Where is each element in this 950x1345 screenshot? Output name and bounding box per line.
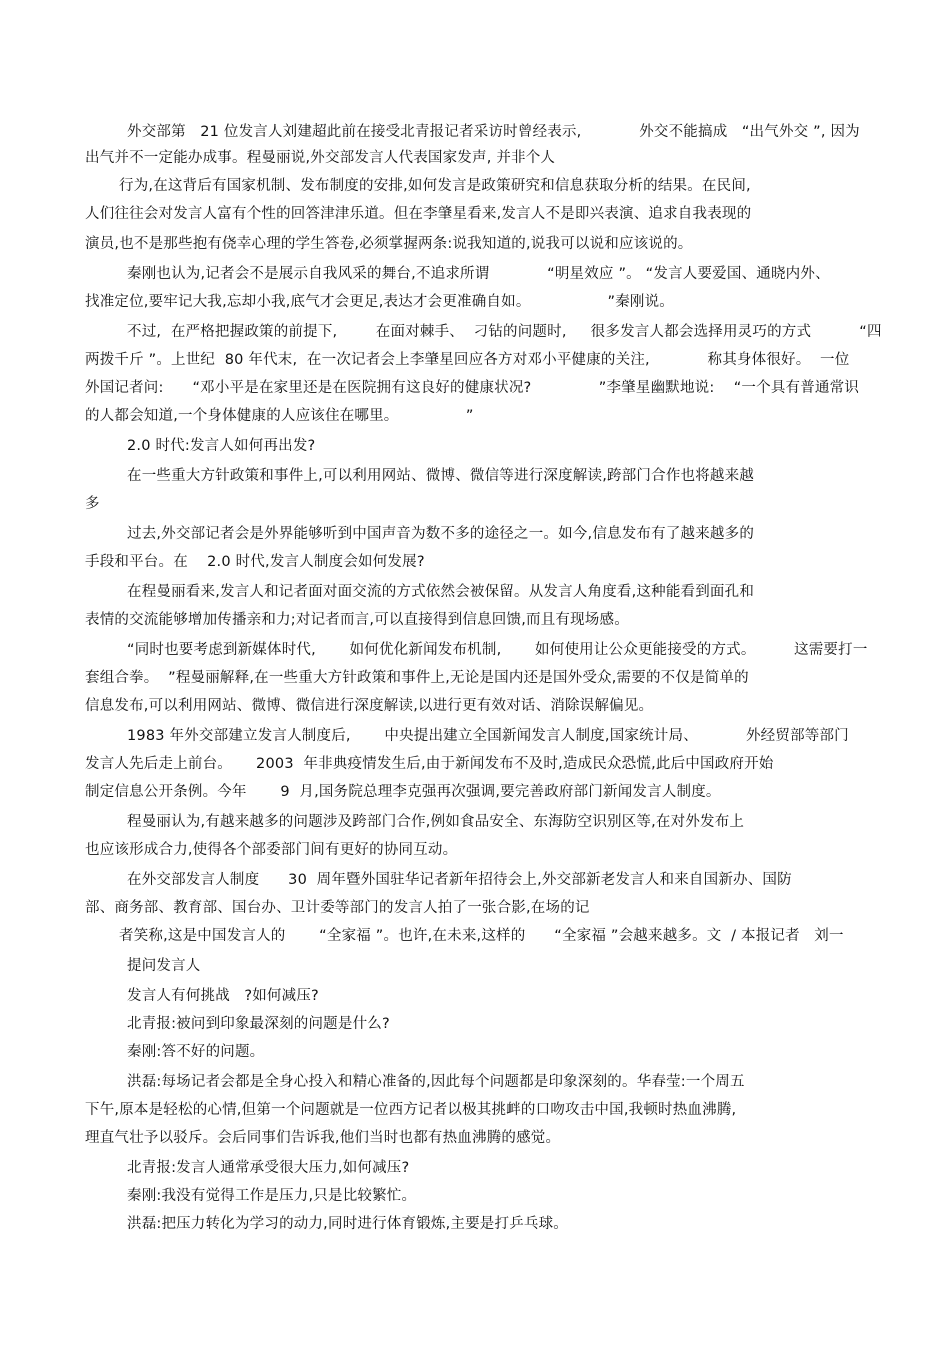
text-line: 两拨千斤 ”。上世纪 80 年代末, 在一次记者会上李肇星回应各方对邓小平健康的关注, 称其身体很好。 一位 bbox=[85, 352, 850, 368]
text-line: 人们往往会对发言人富有个性的回答津津乐道。但在李肇星看来,发言人不是即兴表演、追求自我表现的 bbox=[85, 206, 752, 222]
text-line: 理直气壮予以驳斥。会后同事们告诉我,他们当时也都有热血沸腾的感觉。 bbox=[85, 1130, 561, 1146]
text-line: 程曼丽认为,有越来越多的问题涉及跨部门合作,例如食品安全、东海防空识别区等,在对外发布上 bbox=[127, 814, 745, 830]
text-line: 不过, 在严格把握政策的前提下, 在面对棘手、 刁钻的问题时, 很多发言人都会选择用灵巧的方式 “四 bbox=[127, 324, 882, 340]
text-line: 秦刚:我没有觉得工作是压力,只是比较繁忙。 bbox=[127, 1188, 417, 1204]
text-line: 部、商务部、教育部、国台办、卫计委等部门的发言人拍了一张合影,在场的记 bbox=[85, 900, 590, 916]
text-line: 过去,外交部记者会是外界能够听到中国声音为数不多的途径之一。如今,信息发布有了越来越多的 bbox=[127, 526, 755, 542]
text-line: 套组合拳。 ”程曼丽解释,在一些重大方针政策和事件上,无论是国内还是国外受众,需要的不仅是简单的 bbox=[85, 670, 749, 686]
text-line: 外交部第 21 位发言人刘建超此前在接受北青报记者采访时曾经表示, 外交不能搞成 “出气外交 ”, 因为 bbox=[127, 124, 860, 140]
text-line: 在一些重大方针政策和事件上,可以利用网站、微博、微信等进行深度解读,跨部门合作也将越来越 bbox=[127, 468, 755, 484]
text-line: 的人都会知道,一个身体健康的人应该住在哪里。 ” bbox=[85, 408, 474, 424]
text-line: 提问发言人 bbox=[127, 958, 201, 974]
text-line: 在外交部发言人制度 30 周年暨外国驻华记者新年招待会上,外交部新老发言人和来自国新办、国防 bbox=[127, 872, 792, 888]
text-line: 多 bbox=[85, 496, 100, 512]
text-line: “同时也要考虑到新媒体时代, 如何优化新闻发布机制, 如何使用让公众更能接受的方式。 这需要打一 bbox=[127, 642, 868, 658]
text-line: 者笑称,这是中国发言人的 “全家福 ”。也许,在未来,这样的 “全家福 ”会越来越多。文 / 本报记者 刘一 bbox=[119, 928, 844, 944]
text-line: 也应该形成合力,使得各个部委部门间有更好的协同互动。 bbox=[85, 842, 458, 858]
text-line: 信息发布,可以利用网站、微博、微信进行深度解读,以进行更有效对话、消除误解偏见。 bbox=[85, 698, 654, 714]
text-line: 演员,也不是那些抱有侥幸心理的学生答卷,必须掌握两条:说我知道的,说我可以说和应该说的。 bbox=[85, 236, 693, 252]
text-line: 北青报:被问到印象最深刻的问题是什么? bbox=[127, 1016, 390, 1032]
text-line: 洪磊:每场记者会都是全身心投入和精心准备的,因此每个问题都是印象深刻的。华春莹:一个周五 bbox=[127, 1074, 745, 1090]
text-line: 手段和平台。在 2.0 时代,发言人制度会如何发展? bbox=[85, 554, 425, 570]
text-line: 秦刚也认为,记者会不是展示自我风采的舞台,不追求所谓 “明星效应 ”。 “发言人要爱国、通晓内外、 bbox=[127, 266, 830, 282]
text-line: 1983 年外交部建立发言人制度后, 中央提出建立全国新闻发言人制度,国家统计局、 外经贸部等部门 bbox=[127, 728, 849, 744]
text-line: 2.0 时代:发言人如何再出发? bbox=[127, 438, 316, 454]
text-line: 洪磊:把压力转化为学习的动力,同时进行体育锻炼,主要是打乒乓球。 bbox=[127, 1216, 569, 1232]
text-line: 出气并不一定能办成事。程曼丽说,外交部发言人代表国家发声, 并非个人 bbox=[85, 150, 556, 166]
text-line: 表情的交流能够增加传播亲和力;对记者而言,可以直接得到信息回馈,而且有现场感。 bbox=[85, 612, 629, 628]
text-line: 下午,原本是轻松的心情,但第一个问题就是一位西方记者以极其挑衅的口吻攻击中国,我顿时热血沸腾, bbox=[85, 1102, 737, 1118]
text-line: 外国记者问: “邓小平是在家里还是在医院拥有这良好的健康状况? ”李肇星幽默地说: “一个具有普通常识 bbox=[85, 380, 860, 396]
text-line: 制定信息公开条例。今年 9 月,国务院总理李克强再次强调,要完善政府部门新闻发言人制度。 bbox=[85, 784, 721, 800]
text-line: 北青报:发言人通常承受很大压力,如何减压? bbox=[127, 1160, 410, 1176]
text-line: 发言人有何挑战 ?如何减压? bbox=[127, 988, 319, 1004]
text-line: 找准定位,要牢记大我,忘却小我,底气才会更足,表达才会更准确自如。 ”秦刚说。 bbox=[85, 294, 674, 310]
text-line: 发言人先后走上前台。 2003 年非典疫情发生后,由于新闻发布不及时,造成民众恐慌,此后中国政府开始 bbox=[85, 756, 774, 772]
text-line: 行为,在这背后有国家机制、发布制度的安排,如何发言是政策研究和信息获取分析的结果。在民间, bbox=[119, 178, 751, 194]
text-line: 在程曼丽看来,发言人和记者面对面交流的方式依然会被保留。从发言人角度看,这种能看到面孔和 bbox=[127, 584, 755, 600]
text-line: 秦刚:答不好的问题。 bbox=[127, 1044, 265, 1060]
